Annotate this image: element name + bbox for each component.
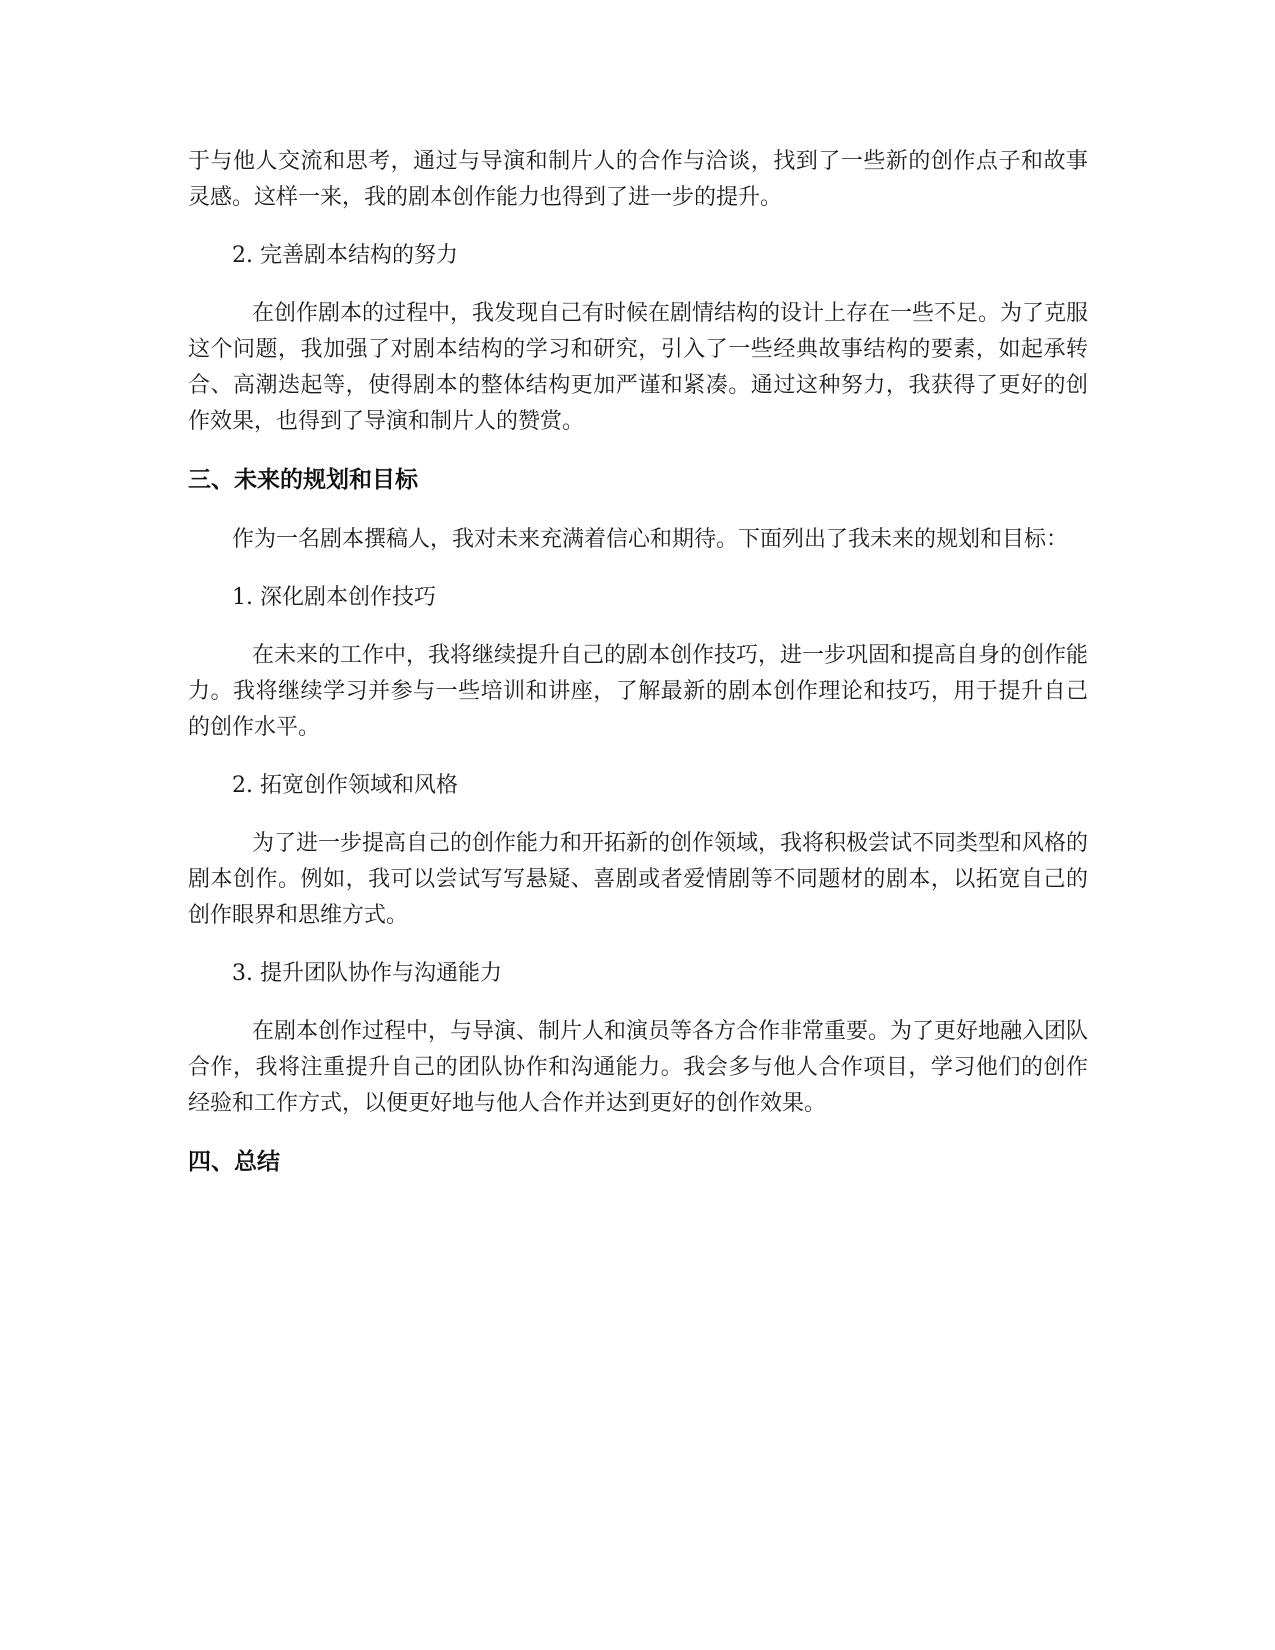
paragraph-future-intro: 作为一名剧本撰稿人，我对未来充满着信心和期待。下面列出了我未来的规划和目标： <box>232 527 1069 552</box>
paragraph-field: 为了进一步提高自己的创作能力和开拓新的创作领域，我将积极尝试不同类型和风格的剧本创作。例如，我可以尝试写写悬疑、喜剧或者爱情剧等不同题材的剧本，以拓宽自己的创作眼界和思维方式。 <box>188 831 1089 928</box>
section-heading-future-plans: 三、未来的规划和目标 <box>188 467 418 493</box>
document-body <box>188 144 1088 1204</box>
list-item-improve-structure: 2. 完善剧本结构的努力 <box>232 243 458 268</box>
paragraph-structure: 在创作剧本的过程中，我发现自己有时候在剧情结构的设计上存在一些不足。为了克服这个问题，我加强了对剧本结构的学习和研究，引入了一些经典故事结构的要素，如起承转合、高潮迭起等，使得剧本的整体结构更加严谨和紧凑。通过这种努力，我获得了更好的创作效果，也得到了导演和制片人的赞赏。 <box>188 301 1089 434</box>
section-heading-summary: 四、总结 <box>188 1149 280 1175</box>
list-item-broaden-field: 2. 拓宽创作领域和风格 <box>232 773 458 798</box>
list-item-teamwork: 3. 提升团队协作与沟通能力 <box>232 961 502 986</box>
paragraph-skills: 在未来的工作中，我将继续提升自己的剧本创作技巧，进一步巩固和提高自身的创作能力。我将继续学习并参与一些培训和讲座，了解最新的剧本创作理论和技巧，用于提升自己的创作水平。 <box>188 643 1089 740</box>
paragraph-teamwork: 在剧本创作过程中，与导演、制片人和演员等各方合作非常重要。为了更好地融入团队合作，我将注重提升自己的团队协作和沟通能力。我会多与他人合作项目，学习他们的创作经验和工作方式，以便更好地与他人合作并达到更好的创作效果。 <box>188 1019 1089 1116</box>
list-item-deepen-skills: 1. 深化剧本创作技巧 <box>232 585 436 610</box>
paragraph-intro-continued: 于与他人交流和思考，通过与导演和制片人的合作与洽谈，找到了一些新的创作点子和故事灵感。这样一来，我的剧本创作能力也得到了进一步的提升。 <box>188 149 1088 210</box>
